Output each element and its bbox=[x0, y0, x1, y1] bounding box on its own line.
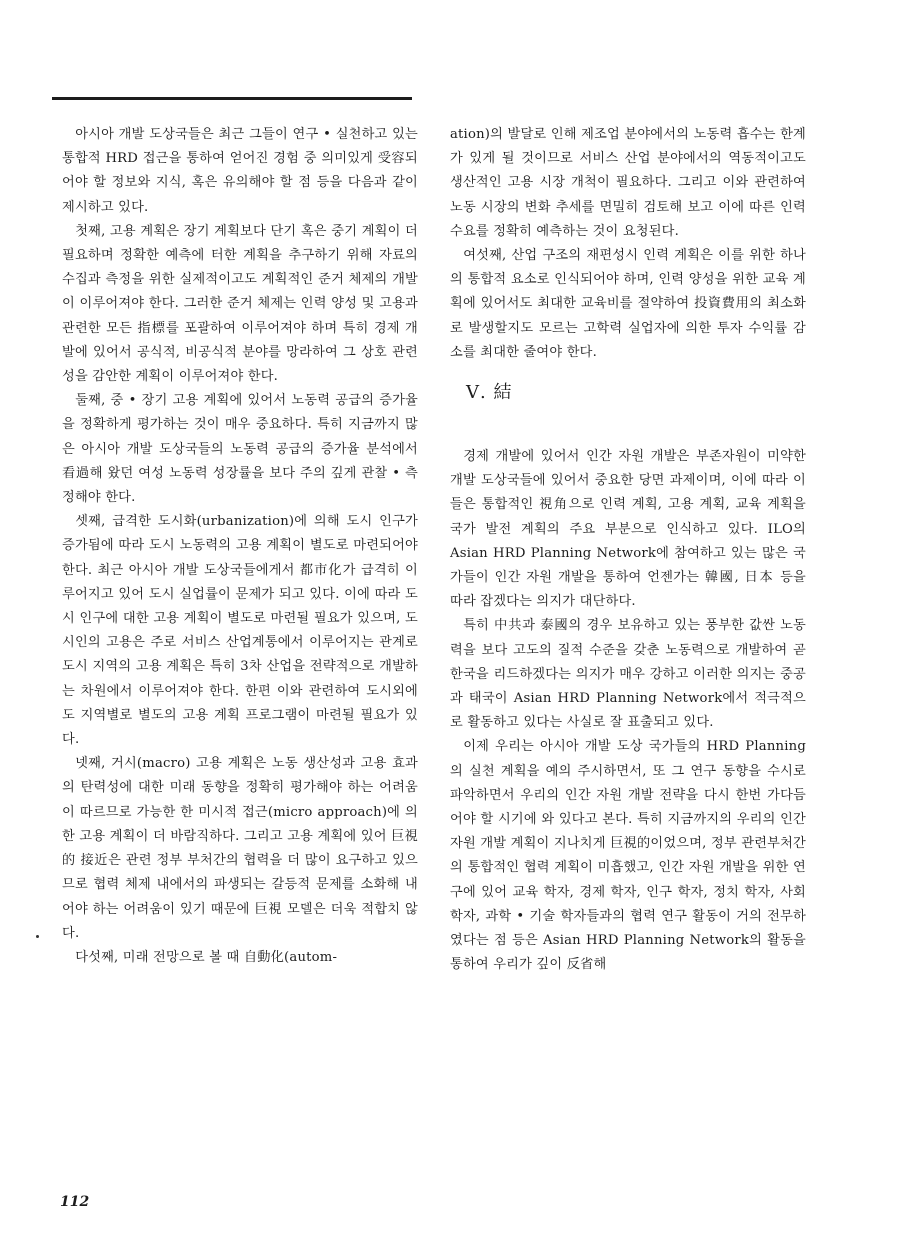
scan-speck bbox=[36, 935, 39, 938]
right-column bbox=[450, 123, 806, 978]
paragraph-fourth: 넷째, 거시(macro) 고용 계획은 노동 생산성과 고용 효과의 탄력성에 대한 미래 동향을 정확히 평가해야 하는 어려움이 따르므로 가능한 한 미시적 접근(micro approach)에 의한 고용 계획이 더 바람직하다. 그리고 고용 계획에 있어 巨視的 接近은 관련 정부 부처간의 협력을 더 많이 요구하고 있으므로 협력 체제 내에서의 파생되는 갈등적 문제를 소화해 내어야 하는 어려움이 있기 때문에 巨視 모델은 더욱 적합치 않다. bbox=[62, 756, 418, 941]
paragraph-third: 셋째, 급격한 도시화(urbanization)에 의해 도시 인구가 증가됨에 따라 도시 노동력의 고용 계획이 별도로 마련되어야 한다. 최근 아시아 개발 도상국들에게서 都市化가 급격히 이루어지고 있어 도시 실업률이 문제가 되고 있다. 이에 따라 도시 인구에 대한 고용 계획이 별도로 마련될 필요가 있으며, 도시인의 고용은 주로 서비스 산업계통에서 이루어지는 관계로 도시 지역의 고용 계획은 특히 3차 산업을 전략적으로 개발하는 차원에서 이루어져야 한다. 한편 이와 관련하여 도시외에도 지역별로 별도의 고용 계획 프로그램이 마련될 필요가 있다. bbox=[62, 514, 418, 748]
intro-paragraph: 아시아 개발 도상국들은 최근 그들이 연구 • 실천하고 있는 통합적 HRD 접근을 통하여 얻어진 경험 중 의미있게 受容되어야 할 정보와 지식, 혹은 유의해야 할 점 등을 다음과 같이 제시하고 있다. bbox=[62, 127, 418, 215]
left-column bbox=[62, 123, 418, 970]
paragraph-second: 둘째, 중 • 장기 고용 계획에 있어서 노동력 공급의 증가율을 정확하게 평가하는 것이 매우 중요하다. 특히 지금까지 많은 아시아 개발 도상국들의 노동력 공급의 증가율 분석에서 看過해 왔던 여성 노동력 성장률을 보다 주의 깊게 관찰 • 측정해야 한다. bbox=[62, 393, 418, 506]
conclusion-paragraph-2: 특히 中共과 泰國의 경우 보유하고 있는 풍부한 값싼 노동력을 보다 고도의 질적 수준을 갖춘 노동력으로 개발하여 곧 한국을 리드하겠다는 의지가 매우 강하고 이러한 의지는 중공과 태국이 Asian HRD Planning Network에서 적극적으로 활동하고 있다는 사실로 잘 표출되고 있다. bbox=[450, 618, 806, 731]
conclusion-paragraph-1: 경제 개발에 있어서 인간 자원 개발은 부존자원이 미약한 개발 도상국들에 있어서 중요한 당면 과제이며, 이에 따라 이들은 통합적인 視角으로 인력 계획, 고용 계획, 교육 계획을 국가 발전 계획의 주요 부분으로 인식하고 있다. ILO의 Asian HRD Planning Network에 참여하고 있는 많은 국가들이 인간 자원 개발을 통하여 언젠가는 韓國, 日本 등을 따라 잡겠다는 의지가 대단하다. bbox=[450, 449, 806, 610]
paragraph-first: 첫째, 고용 계획은 장기 계획보다 단기 혹은 중기 계획이 더 필요하며 정확한 예측에 터한 계획을 추구하기 위해 자료의 수집과 측정을 위한 실제적이고도 계획적인 준거 체제의 개발이 이루어져야 한다. 그러한 준거 체제는 인력 양성 및 고용과 관련한 모든 指標를 포괄하여 이루어져야 하며 특히 경제 개발에 있어서 공식적, 비공식적 분야를 망라하여 그 상호 관련성을 감안한 계획이 이루어져야 한다. bbox=[62, 223, 418, 385]
header-rule bbox=[52, 97, 412, 100]
paragraph-fifth-continued: ation)의 발달로 인해 제조업 분야에서의 노동력 흡수는 한계가 있게 될 것이므로 서비스 산업 분야에서의 역동적이고도 생산적인 고용 시장 개척이 필요하다. 그리고 이와 관련하여 노동 시장의 변화 추세를 면밀히 검토해 보고 이에 따른 인력 수요를 정확히 예측하는 것이 요청된다. bbox=[450, 127, 806, 239]
paragraph-fifth-start: 다섯째, 미래 전망으로 볼 때 自動化(autom- bbox=[75, 949, 338, 965]
paragraph-sixth: 여섯째, 산업 구조의 재편성시 인력 계획은 이를 위한 하나의 통합적 요소로 인식되어야 하며, 인력 양성을 위한 교육 계획에 있어서도 최대한 교육비를 절약하여 投資費用의 최소화로 발생할지도 모르는 고학력 실업자에 의한 투자 수익률 감소를 최대한 줄여야 한다. bbox=[450, 248, 806, 360]
section-heading: Ⅴ. 結 bbox=[466, 382, 513, 404]
conclusion-paragraph-3: 이제 우리는 아시아 개발 도상 국가들의 HRD Planning의 실천 계획을 예의 주시하면서, 또 그 연구 동향을 수시로 파악하면서 우리의 인간 자원 개발 전략을 다시 한번 가다듬어야 할 시기에 와 있다고 본다. 특히 지금까지의 우리의 인간 자원 개발 계획이 지나치게 巨視的이었으며, 정부 관련부처간의 통합적인 협력 계획이 미흡했고, 인간 자원 개발을 위한 연구에 있어 교육 학자, 경제 학자, 인구 학자, 정치 학자, 사회 학자, 과학 • 기술 학자들과의 협력 연구 활동이 거의 전무하였다는 점 등은 Asian HRD Planning Network의 활동을 통하여 우리가 깊이 反省해 bbox=[450, 739, 806, 973]
page-number: 112 bbox=[60, 1194, 90, 1210]
